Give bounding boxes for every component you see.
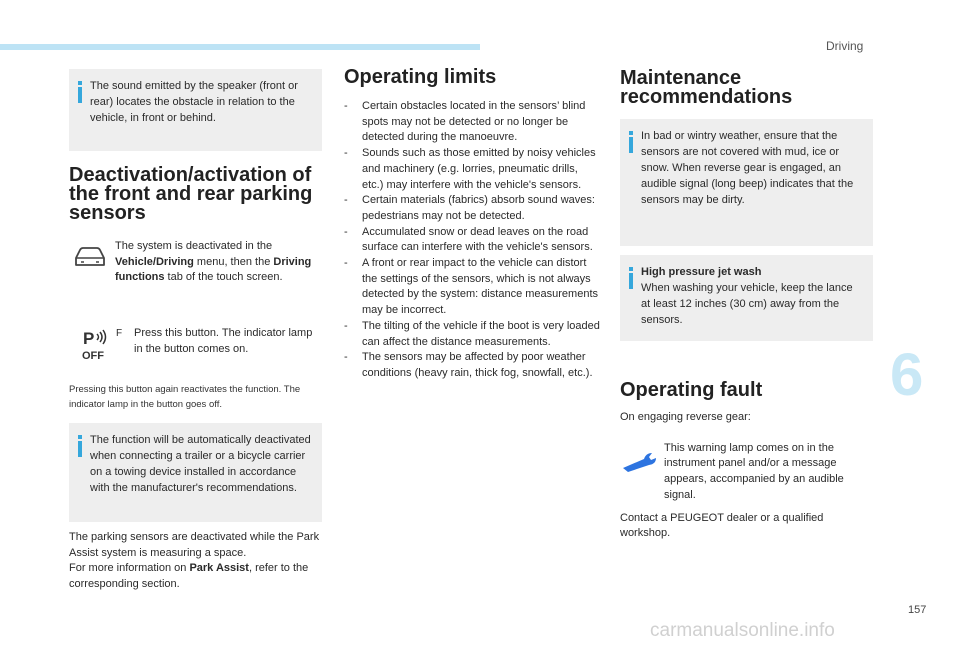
section-title: Driving — [826, 39, 864, 53]
park-assist-text — [69, 530, 322, 593]
bullet-marker: F — [116, 328, 123, 339]
menu-text-3: tab of the touch screen. — [164, 271, 283, 284]
warning-instruction — [620, 441, 873, 506]
section-heading-maintenance: Maintenance recommendations — [620, 67, 793, 108]
section-heading-operating-fault: Operating fault — [620, 379, 763, 401]
park-assist-line-1: The parking sensors are deactivated while the Park Assist system is measuring a space. — [69, 531, 320, 559]
info-icon — [77, 81, 83, 103]
menu-text-1: The system is deactivated in the — [115, 240, 273, 252]
column-left — [69, 69, 322, 593]
menu-instruction — [69, 240, 322, 300]
off-label: OFF — [82, 350, 104, 362]
note-trailer — [69, 423, 322, 522]
warning-text: This warning lamp comes on in the instrument panel and/or a message appears, accompanied by an audible signal. — [664, 441, 844, 501]
on-engaging-text: On engaging reverse gear: — [620, 411, 751, 423]
section-heading-deactivation: Deactivation/activation of the front and rear parking sensors — [69, 164, 313, 224]
list-item: - The tilting of the vehicle if the boot is very loaded can affect the distance measurements. — [344, 319, 600, 350]
park-assist-text-2: For more information on — [69, 562, 190, 575]
info-icon — [628, 267, 634, 289]
note-jet-title: High pressure jet wash — [641, 266, 762, 278]
note-speaker-text: The sound emitted by the speaker (front or rear) locates the obstacle in relation to the vehicle, in front or behind. — [90, 80, 298, 124]
tab-name: Driving functions — [115, 255, 312, 284]
limits-list — [344, 99, 600, 382]
list-item: - Certain materials (fabrics) absorb sound waves: pedestrians may not be detected. — [344, 193, 600, 224]
menu-path: Vehicle/Driving — [115, 255, 194, 268]
list-item: - Accumulated snow or dead leaves on the road surface can interfere with the vehicle's sensors. — [344, 225, 600, 256]
column-middle — [344, 68, 600, 382]
menu-text-2: menu, then the — [193, 255, 274, 268]
contact-text: Contact a PEUGEOT dealer or a qualified workshop. — [620, 511, 824, 540]
note-jet-text: When washing your vehicle, keep the lance at least 12 inches (30 cm) away from the sensors. — [641, 282, 853, 326]
info-icon — [77, 435, 83, 457]
note-weather — [620, 119, 873, 246]
park-assist-text-3: , refer to the corresponding section. — [69, 562, 309, 591]
header-accent-bar — [0, 44, 480, 50]
watermark: carmanualsonline.info — [650, 620, 835, 641]
note-jet-wash — [620, 255, 873, 341]
note-speaker — [69, 69, 322, 151]
column-right — [620, 69, 873, 542]
note-weather-text: In bad or wintry weather, ensure that the sensors are not covered with mud, ice or snow. When reverse gear is engaged, an audible signal (long beep) indicates that the sensors may be dirty. — [641, 130, 854, 206]
car-icon — [73, 245, 107, 269]
park-assist-link: Park Assist — [189, 562, 249, 575]
wrench-icon — [620, 450, 660, 474]
list-item: - Sounds such as those emitted by noisy vehicles and machinery (e.g. lorries, pneumatic drills, etc.) may interfere with the vehicle's sensors. — [344, 146, 600, 193]
reactivation-text: Pressing this button again reactivates the function. The indicator lamp in the button goes off. — [69, 384, 301, 410]
info-icon — [628, 131, 634, 153]
section-heading-operating-limits: Operating limits — [344, 66, 497, 88]
list-item: - A front or rear impact to the vehicle can distort the settings of the sensors, which is not always detected by the system: distance measurements may be incorrect. — [344, 256, 600, 319]
note-trailer-text: The function will be automatically deactivated when connecting a trailer or a bicycle carrier on a towing device installed in accordance with the manufacturer's recommendations. — [90, 434, 311, 494]
page-number: 157 — [908, 604, 927, 616]
list-item: - The sensors may be affected by poor weather conditions (heavy rain, thick fog, snowfall, etc.). — [344, 350, 600, 381]
button-instruction — [69, 326, 322, 374]
button-instruction-text: Press this button. The indicator lamp in the button comes on. — [134, 327, 313, 355]
chapter-number: 6 — [890, 341, 924, 408]
svg-text:P: P — [83, 329, 95, 348]
list-item: - Certain obstacles located in the sensors’ blind spots may not be detected or no longer be detected during the manoeuvre. — [344, 99, 600, 146]
